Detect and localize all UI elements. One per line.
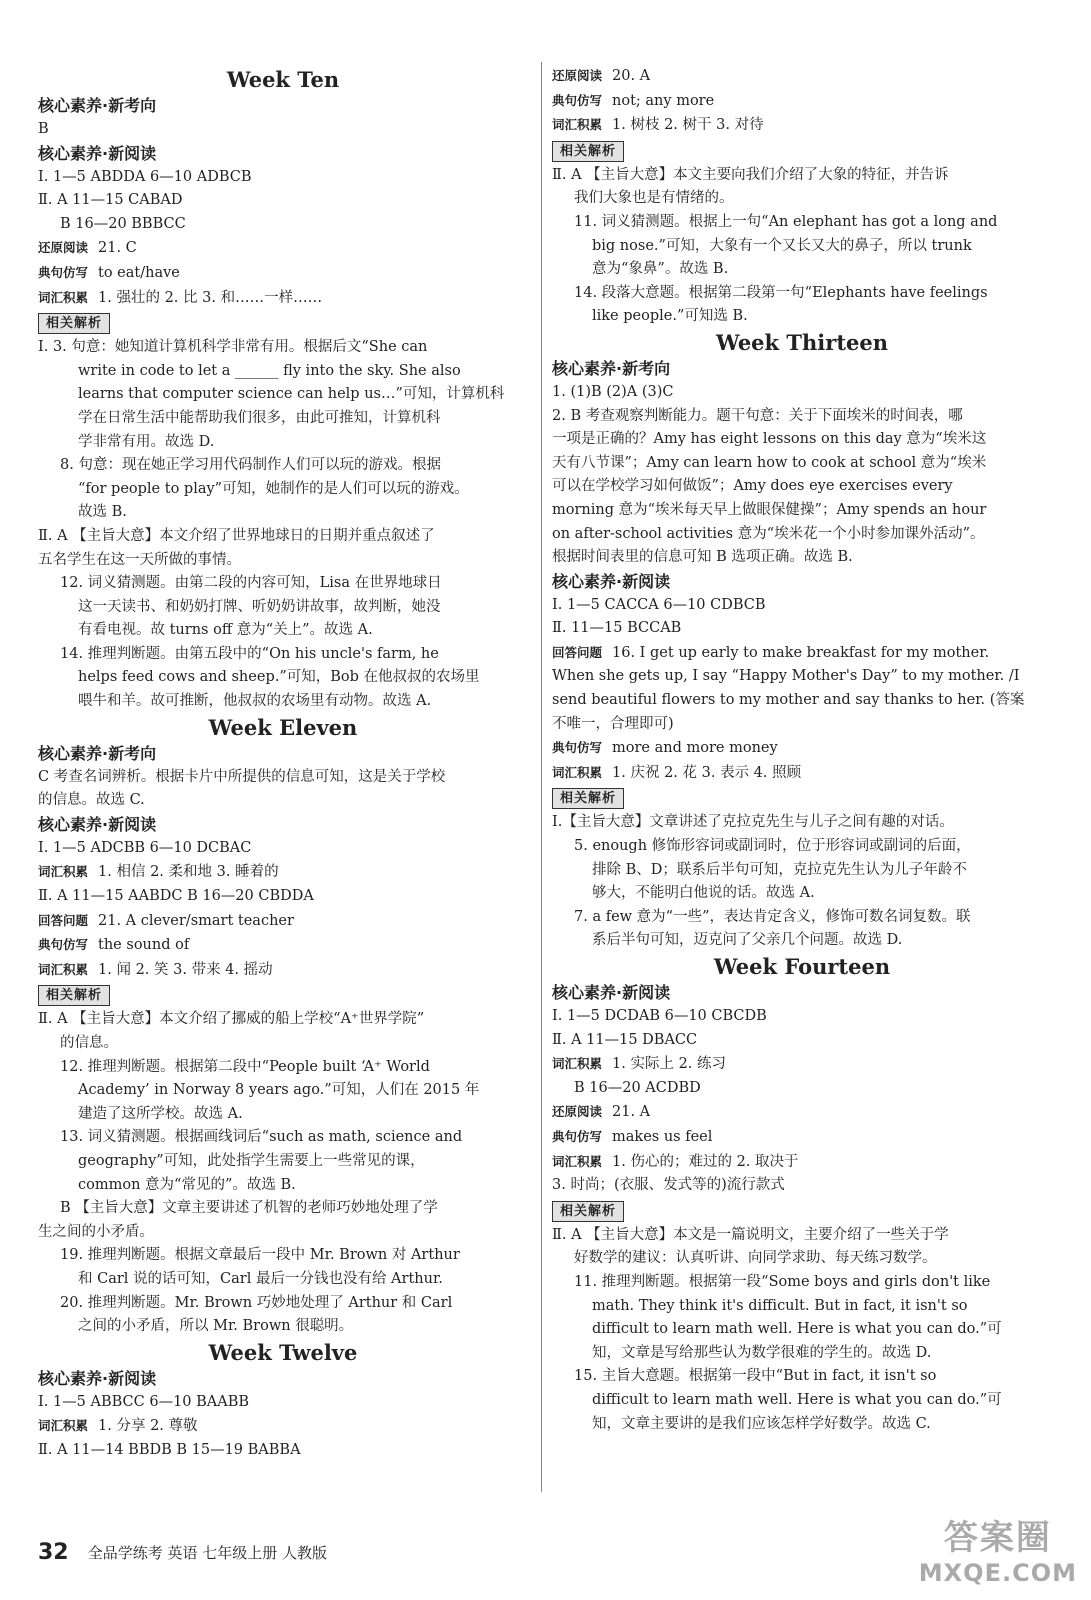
answer-line: 的信息。故选 C. [38,792,145,809]
explanation-line: Ⅱ. A 【主旨大意】本文介绍了世界地球日的日期并重点叙述了 [38,527,435,544]
section-heading: 核心素养·新阅读 [38,814,157,834]
explanation-line: Ⅰ.【主旨大意】文章讲述了克拉克先生与儿子之间有趣的对话。 [552,814,954,831]
explanation-line: write in code to let a ______ fly into the sky. She also [78,362,461,379]
explanation-line: 有看电视。故 turns off 意为“关上”。故选 A. [78,622,373,639]
explanation-line: common 意为“常见的”。故选 B. [78,1176,296,1193]
week-fourteen-title: Week Fourteen [713,954,891,979]
page-footer [38,1540,327,1572]
section-heading: 核心素养·新考向 [552,358,671,378]
answer-line: 词汇积累 1. 相信 2. 柔和地 3. 睡着的 [38,864,279,881]
answer-line: 1. (1)B (2)A (3)C [552,383,674,400]
explanation-line: morning 意为“埃米每天早上做眼保健操”；Amy spends an hour [552,501,987,518]
explanation-line: Ⅱ. A 【主旨大意】本文主要向我们介绍了大象的特征，并告诉 [552,166,949,183]
answer-line: B [38,121,49,137]
explanation-line: 根据时间表里的信息可知 B 选项正确。故选 B. [552,549,853,566]
explanation-line: difficult to learn math well. Here is what you can do.”可 [592,1391,1002,1408]
answer-label: 还原阅读 [552,1104,603,1120]
answer-label: 词汇积累 [38,289,89,305]
section-heading: 核心素养·新阅读 [38,143,157,163]
analysis-badge: 相关解析 [552,1201,624,1222]
explanation-line: 喂牛和羊。故可推断，他叔叔的农场里有动物。故选 A. [78,693,432,710]
analysis-badge: 相关解析 [552,141,624,162]
explanation-line: 好数学的建议：认真听讲、向同学求助、每天练习数学。 [574,1250,937,1267]
answer-line: Ⅰ. 1—5 ABDDA 6—10 ADBCB [38,168,252,185]
answer-line: Ⅰ. 1—5 ABBCC 6—10 BAABB [38,1393,250,1410]
analysis-badge: 相关解析 [552,788,624,809]
answer-line: 典句仿写 the sound of [38,937,190,954]
explanation-line: Ⅱ. A 【主旨大意】本文介绍了挪威的船上学校“A⁺世界学院” [38,1011,425,1028]
answer-line: Ⅱ. A 11—15 AABDC B 16—20 CBDDA [38,888,314,905]
explanation-line: 13. 词义猜测题。根据画线词后“such as math, science and [60,1129,463,1146]
explanation-line: 14. 段落大意题。根据第二段第一句“Elephants have feelings [574,284,988,301]
explanation-line: Ⅰ. 3. 句意：她知道计算机科学非常有用。根据后文“She can [38,339,428,356]
right-column [552,64,1052,1436]
explanation-line: 12. 词义猜测题。由第二段的内容可知，Lisa 在世界地球日 [60,575,442,592]
answer-line: C 考查名词辨析。根据卡片中所提供的信息可知，这是关于学校 [38,768,446,785]
week-ten-title: Week Ten [226,67,340,92]
answer-label: 回答问题 [552,644,603,660]
explanation-line: 可以在学校学习如何做饭”；Amy does eye exercises every [552,478,953,495]
explanation-line: B 【主旨大意】文章主要讲述了机智的老师巧妙地处理了学 [60,1200,438,1217]
explanation-line: 的信息。 [60,1035,118,1051]
explanation-line: difficult to learn math well. Here is what you can do.”可 [592,1321,1002,1338]
week-twelve-title: Week Twelve [208,1339,358,1365]
explanation-line: 8. 句意：现在她正学习用代码制作人们可以玩的游戏。根据 [60,457,441,474]
explanation-line: like people.”可知选 B. [592,308,748,325]
explanation-line: 12. 推理判断题。根据第二段中“People built ‘A⁺ World [60,1058,430,1075]
section-heading: 核心素养·新阅读 [552,571,671,591]
answer-label: 词汇积累 [552,764,603,780]
explanation-line: on after-school activities 意为“埃米花一个小时参加课外活动”。 [552,525,985,542]
answer-line: 词汇积累 1. 强壮的 2. 比 3. 和……一样…… [38,289,323,306]
answer-line: 典句仿写 not; any more [552,92,715,109]
section-heading: 核心素养·新阅读 [552,983,671,1002]
answer-line: 词汇积累 1. 伤心的；难过的 2. 取决于 [552,1153,799,1170]
answer-line: 典句仿写 makes us feel [552,1128,713,1145]
explanation-line: learns that computer science can help us…”可知，计算机科 [78,386,505,403]
explanation-line: Academy’ in Norway 8 years ago.”可知，人们在 2015 年 [78,1082,480,1099]
answer-line: 词汇积累 1. 庆祝 2. 花 3. 表示 4. 照顾 [552,764,802,781]
analysis-badge: 相关解析 [38,985,110,1006]
explanation-line: helps feed cows and sheep.”可知，Bob 在他叔叔的农场里 [78,669,480,686]
explanation-line: 15. 主旨大意题。根据第一段中“But in fact, it isn't so [574,1368,937,1385]
explanation-line: 故选 B. [78,504,127,521]
answer-line: Ⅰ. 1—5 DCDAB 6—10 CBCDB [552,1008,767,1024]
explanation-line: 学非常有用。故选 D. [78,433,215,450]
answer-line: When she gets up, I say “Happy Mother's Day” to my mother. /I [552,668,1020,685]
watermark-text: 答案圈 [943,1518,1052,1558]
answer-line: 还原阅读 20. A [552,68,651,84]
explanation-line: 天有八节课”；Amy can learn how to cook at school 意为“埃米 [552,454,987,471]
answer-line: 回答问题 16. I get up early to make breakfast for my mother. [552,644,990,661]
answer-line: 典句仿写 more and more money [552,740,778,757]
explanation-line: 系后半句可知，迈克问了父亲几个问题。故选 D. [592,932,903,949]
answer-line: 词汇积累 1. 树枝 2. 树干 3. 对待 [552,117,764,134]
answer-line: Ⅱ. 11—15 BCCAB [552,620,682,637]
explanation-line: 7. a few 意为“一些”，表达肯定含义，修饰可数名词复数。联 [574,908,971,925]
week-thirteen-title: Week Thirteen [715,329,889,355]
answer-line: Ⅰ. 1—5 CACCA 6—10 CDBCB [552,596,766,613]
answer-label: 词汇积累 [38,864,89,880]
explanation-line: 知，文章是写给那些认为数学很难的学生的。故选 D. [592,1344,932,1361]
explanation-line: 20. 推理判断题。Mr. Brown 巧妙地处理了 Arthur 和 Carl [60,1294,453,1311]
answer-line: Ⅱ. A 11—15 CABAD [38,192,183,209]
explanation-line: 我们大象也是有情绪的。 [574,190,734,207]
explanation-line: 够大，不能明白他说的话。故选 A. [592,885,815,902]
explanation-line: 一项是正确的？Amy has eight lessons on this day 意为“埃米这 [552,431,987,448]
explanation-line: 学在日常生活中能帮助我们很多，由此可推知，计算机科 [78,409,441,426]
explanation-line: 五名学生在这一天所做的事情。 [38,551,241,568]
explanation-line: 19. 推理判断题。根据文章最后一段中 Mr. Brown 对 Arthur [60,1247,460,1264]
left-column [38,66,528,1463]
explanation-line: 14. 推理判断题。由第五段中的“On his uncle's farm, he [60,645,439,662]
answer-label: 典句仿写 [38,937,89,953]
answer-label: 词汇积累 [552,117,603,133]
answer-label: 典句仿写 [552,92,603,108]
explanation-line: 意为“象鼻”。故选 B. [592,261,729,278]
answer-label: 词汇积累 [38,961,89,977]
explanation-line: Ⅱ. A 【主旨大意】本文是一篇说明文，主要介绍了一些关于学 [552,1226,949,1243]
analysis-badge: 相关解析 [38,313,110,334]
answer-label: 词汇积累 [38,1418,89,1434]
page-number: 32 [38,1540,69,1565]
answer-line: 典句仿写 to eat/have [38,264,180,281]
explanation-line: 2. B 考查观察判断能力。题干句意：关于下面埃米的时间表，哪 [552,407,963,424]
section-heading: 核心素养·新阅读 [38,1368,157,1388]
explanation-line: 之间的小矛盾，所以 Mr. Brown 很聪明。 [78,1318,354,1335]
answer-line: B 16—20 BBBCC [60,215,186,232]
answer-line: 词汇积累 1. 分享 2. 尊敬 [38,1418,198,1435]
explanation-line: 知，文章主要讲的是我们应该怎样学好数学。故选 C. [592,1415,931,1432]
section-heading: 核心素养·新考向 [38,96,157,115]
explanation-line: “for people to play”可知，她制作的是人们可以玩的游戏。 [78,480,469,497]
answer-line: send beautiful flowers to my mother and say thanks to her. (答案 [552,692,1025,709]
answer-line: 词汇积累 1. 实际上 2. 练习 [552,1056,727,1073]
answer-label: 典句仿写 [552,740,603,756]
answer-line: B 16—20 ACDBD [574,1079,701,1096]
answer-line: 还原阅读 21. C [38,240,137,257]
answer-line: 还原阅读 21. A [552,1104,651,1121]
explanation-line: 5. enough 修饰形容词或副词时，位于形容词或副词的后面， [574,838,971,855]
week-eleven-title: Week Eleven [208,714,358,740]
answer-line: 词汇积累 1. 闻 2. 笑 3. 带来 4. 摇动 [38,961,273,978]
explanation-line: geography”可知，此处指学生需要上一些常见的课， [78,1152,425,1169]
answer-label: 典句仿写 [552,1128,603,1144]
explanation-line: big nose.”可知，大象有一个又长又大的鼻子，所以 trunk [592,237,972,254]
answer-label: 还原阅读 [38,240,89,256]
answer-label: 词汇积累 [552,1153,603,1169]
watermark-url: MXQE.COM [918,1559,1077,1587]
answer-label: 典句仿写 [38,264,89,280]
explanation-line: math. They think it's difficult. But in fact, it isn't so [592,1297,968,1314]
watermark-logo [919,1510,1077,1587]
answer-line: Ⅱ. A 11—14 BBDB B 15—19 BABBA [38,1441,301,1458]
answer-line: 3. 时尚；(衣服、发式等的)流行款式 [552,1177,785,1194]
answer-label: 回答问题 [38,912,89,928]
explanation-line: 11. 词义猜测题。根据上一句“An elephant has got a long and [574,213,998,230]
explanation-line: 11. 推理判断题。根据第一段“Some boys and girls don't like [574,1273,991,1290]
answer-label: 还原阅读 [552,68,603,83]
explanation-line: 和 Carl 说的话可知，Carl 最后一分钱也没有给 Arthur. [78,1270,443,1287]
answer-line: 回答问题 21. A clever/smart teacher [38,912,294,929]
explanation-line: 排除 B、D；联系后半句可知，克拉克先生认为儿子年龄不 [592,861,967,878]
answer-line: Ⅰ. 1—5 ADCBB 6—10 DCBAC [38,839,252,856]
answer-line: 不唯一，合理即可) [552,715,674,732]
explanation-line: 生之间的小矛盾。 [38,1223,154,1240]
section-heading: 核心素养·新考向 [38,743,157,763]
explanation-line: 建造了这所学校。故选 A. [78,1105,243,1122]
explanation-line: 这一天读书、和奶奶打牌、听奶奶讲故事，故判断，她没 [78,598,441,615]
column-divider [541,62,542,1492]
answer-label: 词汇积累 [552,1056,603,1072]
answer-line: Ⅱ. A 11—15 DBACC [552,1031,698,1048]
book-title: 全品学练考 英语 七年级上册 人教版 [87,1544,328,1562]
